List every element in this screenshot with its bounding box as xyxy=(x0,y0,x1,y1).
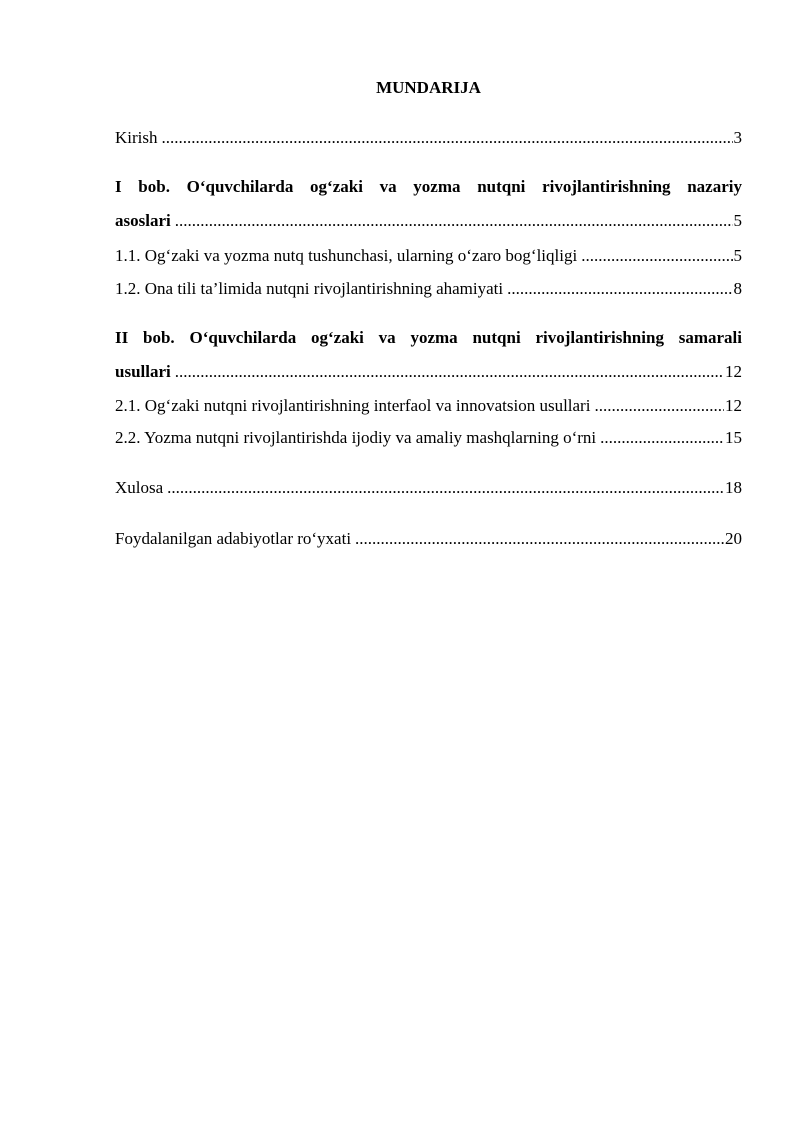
toc-entry-label: 2.1. Og‘zaki nutqni rivojlantirishning interfaol va innovatsion usullari xyxy=(115,396,591,415)
toc-entry-section-2-1 xyxy=(115,394,742,418)
toc-entry-label: Foydalanilgan adabiyotlar ro‘yxati xyxy=(115,529,352,548)
toc-page-number: 12 xyxy=(725,396,742,415)
toc-chapter-title-continuation: usullari xyxy=(115,362,171,381)
toc-entry-section-1-2 xyxy=(115,277,742,301)
toc-entry-chapter-2 xyxy=(115,326,742,384)
dot-leader xyxy=(162,126,733,150)
dot-leader xyxy=(507,277,732,301)
toc-entry-conclusion xyxy=(115,476,742,500)
toc-entry-label: 2.2. Yozma nutqni rivojlantirishda ijodiy va amaliy mashqlarning o‘rni xyxy=(115,428,597,447)
toc-entry-label: Xulosa xyxy=(115,478,164,497)
toc-chapter-title-line: II bob. O‘quvchilarda og‘zaki va yozma nutqni rivojlantirishning samarali xyxy=(115,328,742,347)
dot-leader xyxy=(581,244,732,268)
toc-page-number: 20 xyxy=(725,529,742,548)
toc-entry-chapter-1 xyxy=(115,175,742,233)
toc-chapter-title-continuation: asoslari xyxy=(115,211,171,230)
dot-leader xyxy=(175,209,733,233)
toc-page-number: 18 xyxy=(725,478,742,497)
toc-page-number: 15 xyxy=(725,428,742,447)
dot-leader xyxy=(594,394,724,418)
toc-entry-label: Kirish xyxy=(115,128,158,147)
toc-entry-label: 1.1. Og‘zaki va yozma nutq tushunchasi, ularning o‘zaro bog‘liqligi xyxy=(115,246,578,265)
toc-entry-references xyxy=(115,527,742,551)
toc-entry-section-2-2 xyxy=(115,426,742,450)
toc-page-number: 5 xyxy=(733,246,742,265)
toc-entry-label: 1.2. Ona tili ta’limida nutqni rivojlantirishning ahamiyati xyxy=(115,279,504,298)
toc-page-number: 5 xyxy=(733,211,742,230)
page-title: MUNDARIJA xyxy=(376,78,481,97)
dot-leader xyxy=(355,527,724,551)
toc-page-number: 8 xyxy=(733,279,742,298)
toc-page-number: 3 xyxy=(733,128,742,147)
toc-entry-intro xyxy=(115,126,742,150)
toc-chapter-title-line: I bob. O‘quvchilarda og‘zaki va yozma nutqni rivojlantirishning nazariy xyxy=(115,177,742,196)
dot-leader xyxy=(600,426,724,450)
toc-entry-section-1-1 xyxy=(115,244,742,268)
dot-leader xyxy=(175,360,724,384)
dot-leader xyxy=(167,476,724,500)
toc-page-number: 12 xyxy=(725,362,742,381)
